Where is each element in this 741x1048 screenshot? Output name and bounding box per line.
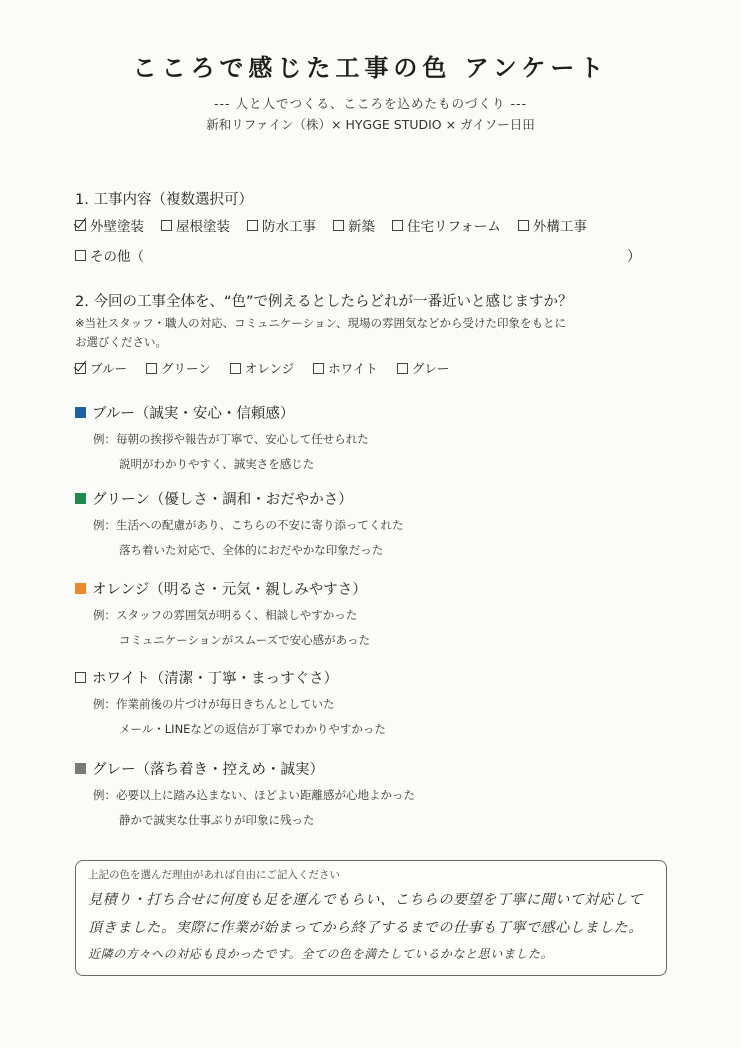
color-heading: グレー（落ち着き・控えめ・誠実） xyxy=(92,762,324,778)
handwritten-line: 近隣の方々への対応も良かったです。全ての色を満たしているかなと思いました。 xyxy=(88,947,554,961)
other-close-paren: ） xyxy=(627,249,641,265)
option-white[interactable]: ホワイト xyxy=(313,359,378,377)
color-orange-section xyxy=(75,578,675,653)
option-waterproof[interactable]: 防水工事 xyxy=(247,215,316,235)
checkbox[interactable] xyxy=(146,363,157,374)
checkbox[interactable] xyxy=(397,363,408,374)
example-line: 例：スタッフの雰囲気が明るく、相談しやすかった xyxy=(93,608,358,622)
example-line: 説明がわかりやすく、誠実さを感じた xyxy=(119,457,315,471)
page-title: こころで感じた工事の色 アンケート xyxy=(132,53,609,82)
example-line: 例：必要以上に踏み込まない、ほどよい距離感が心地よかった xyxy=(93,788,415,802)
example-line: 例：作業前後の片づけが毎日きちんとしていた xyxy=(93,697,335,711)
option-renovation[interactable]: 住宅リフォーム xyxy=(392,215,501,235)
checkbox[interactable] xyxy=(230,363,241,374)
option-gray[interactable]: グレー xyxy=(397,359,450,377)
option-roof[interactable]: 屋根塗装 xyxy=(161,215,230,235)
option-exterior-wall[interactable]: 外壁塗装 xyxy=(75,215,144,235)
option-other[interactable]: その他（ xyxy=(75,245,144,265)
free-comment-box[interactable] xyxy=(75,860,667,976)
question-2-note: ※当社スタッフ・職人の対応、コミュニケーション、現場の雰囲気などから受けた印象をもとに お選びください。 xyxy=(75,316,567,349)
option-orange[interactable]: オレンジ xyxy=(230,359,294,377)
checkbox[interactable] xyxy=(75,363,86,374)
option-new-build[interactable]: 新築 xyxy=(333,215,375,235)
handwritten-line: 頂きました。実際に作業が始まってから終了するまでの仕事も丁寧で感心しました。 xyxy=(88,920,643,936)
example-line: 例：生活への配慮があり、こちらの不安に寄り添ってくれた xyxy=(93,518,404,532)
checkbox[interactable] xyxy=(333,220,344,231)
handwritten-line: 見積り・打ち合せに何度も足を運んでもらい、こちらの要望を丁寧に聞いて対応して xyxy=(88,892,643,908)
checkbox[interactable] xyxy=(518,220,529,231)
blue-swatch xyxy=(75,407,86,418)
example-line: コミュニケーションがスムーズで安心感があった xyxy=(119,633,371,647)
checkbox[interactable] xyxy=(313,363,324,374)
option-blue[interactable]: ブルー xyxy=(75,359,127,377)
page-subtitle: --- 人と人でつくる、こころを込めたものづくり --- xyxy=(213,96,527,111)
white-swatch xyxy=(75,672,86,683)
checkbox[interactable] xyxy=(161,220,172,231)
orange-swatch xyxy=(75,583,86,594)
color-blue-section xyxy=(75,402,675,477)
color-gray-section xyxy=(75,758,675,833)
checkbox[interactable] xyxy=(392,220,403,231)
option-exterior-works[interactable]: 外構工事 xyxy=(518,215,587,235)
checkbox[interactable] xyxy=(247,220,258,231)
color-green-section xyxy=(75,488,675,563)
color-heading: ブルー（誠実・安心・信頼感） xyxy=(92,406,295,422)
gray-swatch xyxy=(75,763,86,774)
question-1-options xyxy=(75,215,604,235)
free-comment-label: 上記の色を選んだ理由があれば自由にご記入ください xyxy=(88,869,340,881)
question-2-title: 2. 今回の工事全体を、“色”で例えるとしたらどれが一番近いと感じますか？ xyxy=(75,294,573,310)
question-1-other xyxy=(75,245,161,265)
option-green[interactable]: グリーン xyxy=(146,359,211,377)
green-swatch xyxy=(75,493,86,504)
example-line: 落ち着いた対応で、全体的におだやかな印象だった xyxy=(119,543,384,557)
question-1-title: 1. 工事内容（複数選択可） xyxy=(75,192,253,208)
color-heading: オレンジ（明るさ・元気・親しみやすさ） xyxy=(92,582,367,598)
partners-line: 新和リファイン（株）× HYGGE STUDIO × ガイソー日田 xyxy=(206,117,535,132)
checkbox[interactable] xyxy=(75,220,86,231)
example-line: 静かで誠実な仕事ぶりが印象に残った xyxy=(119,813,315,827)
question-2-options xyxy=(75,359,468,377)
example-line: メール・LINEなどの返信が丁寧でわかりやすかった xyxy=(119,722,386,736)
checkbox[interactable] xyxy=(75,250,86,261)
color-heading: ホワイト（清潔・丁寧・まっすぐさ） xyxy=(92,671,339,687)
color-white-section xyxy=(75,667,675,742)
example-line: 例：毎朝の挨拶や報告が丁寧で、安心して任せられた xyxy=(93,432,369,446)
color-heading: グリーン（優しさ・調和・おだやかさ） xyxy=(92,492,353,508)
